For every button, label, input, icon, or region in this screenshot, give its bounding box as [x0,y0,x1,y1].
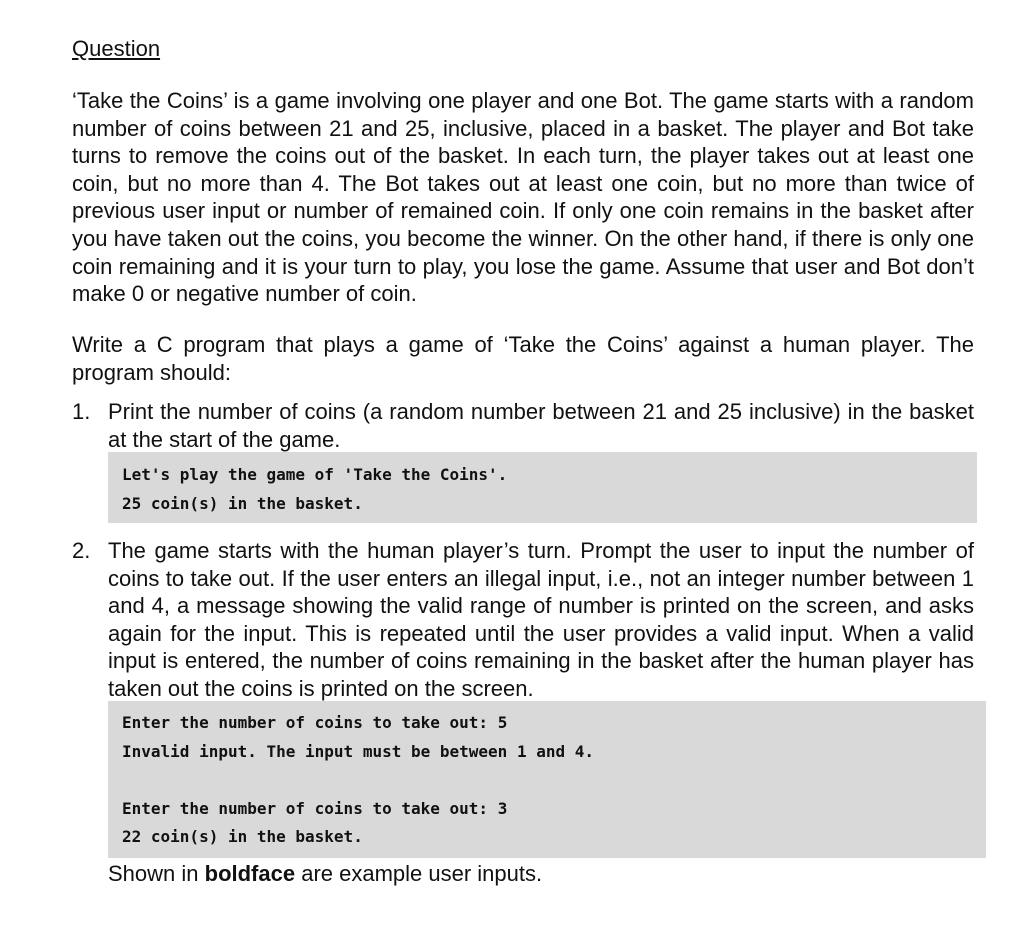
program-requirements-intro: Write a C program that plays a game of ‘Take the Coins’ against a human player. The program should: [72,332,974,385]
code-line: Invalid input. The input must be between 1 and 4. [122,741,595,761]
code-prompt: Enter the number of coins to take out: [122,798,498,818]
code-line: 22 coin(s) in the basket. [122,827,363,846]
boldface-word: boldface [204,861,296,886]
item-text: Print the number of coins (a random number between 21 and 25 inclusive) in the basket at the start of the game. [108,399,974,452]
game-description-paragraph: ‘Take the Coins’ is a game involving one player and one Bot. The game starts with a random number of coins between 21 and 25, inclusive, placed in a basket. The player and Bot take turns to remove the coins out of the basket. In each turn, the player takes out at least one coin, but no more than 4. The Bot takes out at least one coin, but no more than twice of previous user input or number of remained coin. If only one coin remains in the basket after you have taken out the coins, you become the winner. On the other hand, if there is only one coin remaining and it is your turn to play, you lose the game. Assume that user and Bot don’t make 0 or negative number of coin. [72,88,974,307]
boldface-note: Shown in boldface are example user inputs. [108,861,543,886]
code-sample-block [108,452,977,523]
user-input-example: 5 [497,713,508,732]
user-input-example: 3 [497,798,508,818]
code-prompt: Enter the number of coins to take out: [122,713,498,732]
item-text: The game starts with the human player’s turn. Prompt the user to input the number of coins to take out. If the user enters an illegal input, i.e., not an integer number between 1 and 4, a message showing the valid range of number is printed on the screen, and asks again for the input. This is repeated until the user provides a valid input. When a valid input is entered, the number of coins remaining in the basket after the human player has taken out the coins is printed on the screen. [108,538,974,701]
question-heading: Question [72,36,161,61]
item-number: 1. [72,399,91,424]
item-number: 2. [72,538,91,563]
code-blank-line [122,766,986,795]
code-line: 25 coin(s) in the basket. [122,493,363,513]
code-line [122,709,986,738]
code-line [122,795,986,824]
code-line: Let's play the game of 'Take the Coins'. [122,465,508,484]
code-sample-block [108,701,986,858]
